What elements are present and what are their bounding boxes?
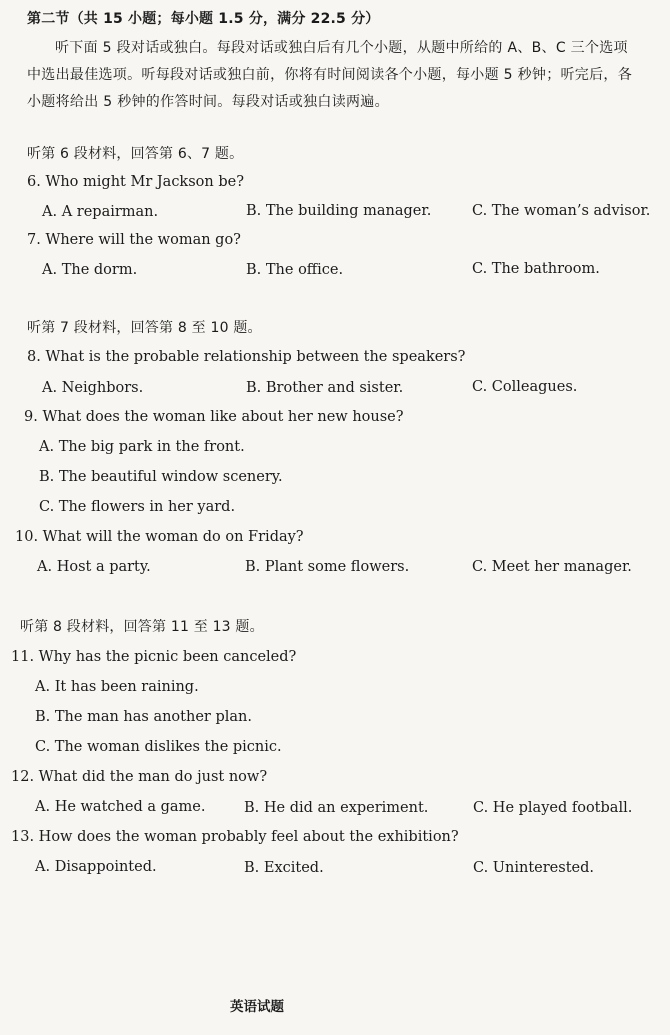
q12-option-a: A. He watched a game. <box>35 799 206 815</box>
q9-option-a: A. The big park in the front. <box>39 439 245 455</box>
question-11: 11. Why has the picnic been canceled? <box>11 649 297 665</box>
page-footer: 英语试题 <box>230 999 284 1015</box>
q8-option-a: A. Neighbors. <box>42 380 144 396</box>
q13-option-a: A. Disappointed. <box>35 859 157 875</box>
q11-option-c: C. The woman dislikes the picnic. <box>35 739 282 755</box>
question-9: 9. What does the woman like about her new house? <box>24 409 404 425</box>
q12-option-c: C. He played football. <box>473 800 633 816</box>
q6-option-b: B. The building manager. <box>246 203 432 219</box>
q9-option-c: C. The flowers in her yard. <box>39 499 236 515</box>
q8-option-c: C. Colleagues. <box>472 379 578 395</box>
q12-option-b: B. He did an experiment. <box>244 800 429 816</box>
q7-option-a: A. The dorm. <box>42 262 138 278</box>
q13-option-c: C. Uninterested. <box>473 860 594 876</box>
q6-option-c: C. The woman’s advisor. <box>472 203 651 219</box>
question-13: 13. How does the woman probably feel about the exhibition? <box>11 829 459 845</box>
q7-option-c: C. The bathroom. <box>472 261 600 277</box>
question-10: 10. What will the woman do on Friday? <box>15 529 304 545</box>
q13-option-b: B. Excited. <box>244 860 324 876</box>
section-instructions: 听下面 5 段对话或独白。每段对话或独白后有几个小题，从题中所给的 A、B、C 三个选项中选出最佳选项。听每段对话或独白前，你将有时间阅读各个小题，每小题 5 秒钟；听完后，各小题将给出 5 秒钟的作答时间。每段对话或独白读两遍。 <box>27 40 633 110</box>
group-heading-7: 听第 7 段材料，回答第 8 至 10 题。 <box>27 320 262 336</box>
q10-option-b: B. Plant some flowers. <box>245 559 410 575</box>
q11-option-a: A. It has been raining. <box>35 679 199 695</box>
q9-option-b: B. The beautiful window scenery. <box>39 469 283 485</box>
q6-option-a: A. A repairman. <box>42 204 159 220</box>
q10-option-c: C. Meet her manager. <box>472 559 632 575</box>
group-heading-8: 听第 8 段材料，回答第 11 至 13 题。 <box>20 619 264 635</box>
question-7: 7. Where will the woman go? <box>27 232 241 248</box>
group-heading-6: 听第 6 段材料，回答第 6、7 题。 <box>27 146 244 162</box>
question-6: 6. Who might Mr Jackson be? <box>27 174 244 190</box>
question-8: 8. What is the probable relationship between the speakers? <box>27 349 466 365</box>
question-12: 12. What did the man do just now? <box>11 769 268 785</box>
section-title: 第二节（共 15 小题；每小题 1.5 分，满分 22.5 分） <box>27 11 380 27</box>
q10-option-a: A. Host a party. <box>37 559 151 575</box>
q7-option-b: B. The office. <box>246 262 344 278</box>
q11-option-b: B. The man has another plan. <box>35 709 252 725</box>
q8-option-b: B. Brother and sister. <box>246 380 404 396</box>
